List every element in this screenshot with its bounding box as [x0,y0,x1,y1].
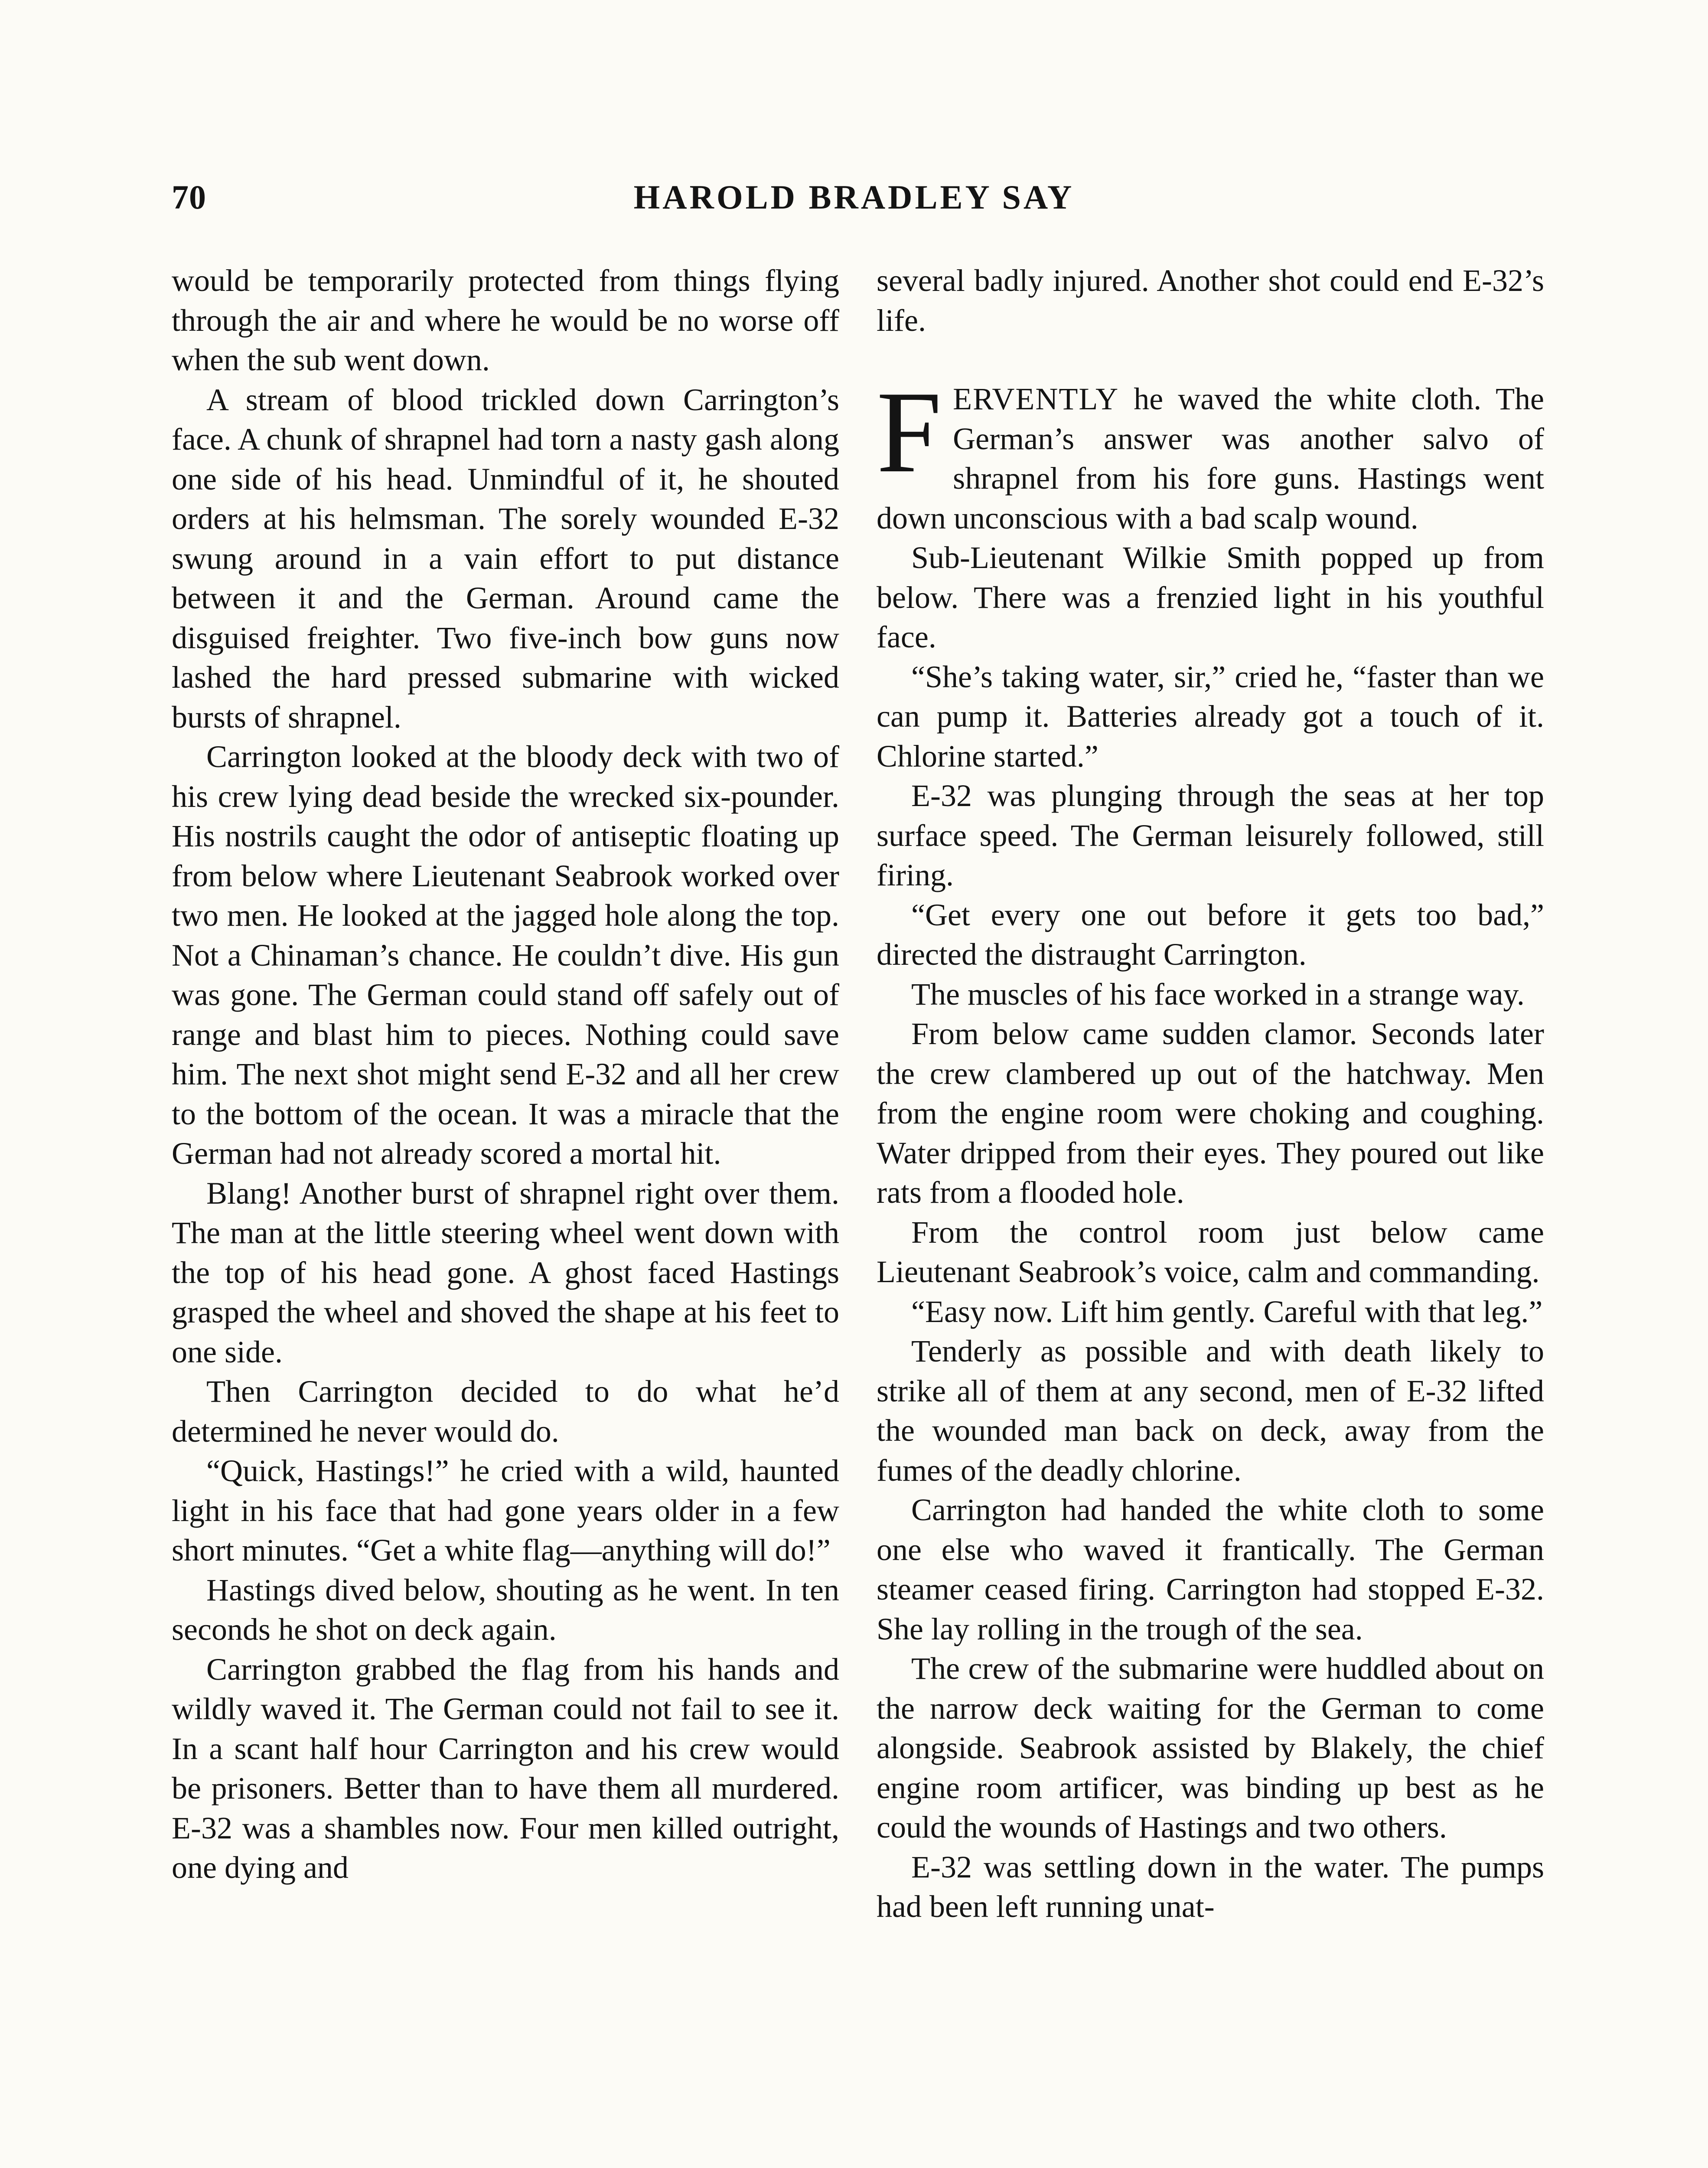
page-number: 70 [172,178,206,216]
running-head: HAROLD BRADLEY SAY [633,178,1075,216]
drop-cap: F [877,367,942,497]
paragraph: Sub-Lieutenant Wilkie Smith popped up from below. There was a frenzied light in his youthful face. [877,540,1544,654]
paragraph: Carrington had handed the white cloth to some one else who waved it frantically. The German steamer ceased firing. Carrington had stopped E-32. She lay rolling in the trough of the sea. [877,1492,1544,1646]
paragraph: E-32 was plunging through the seas at her top surface speed. The German leisurely followed, still firing. [877,778,1544,892]
paragraph: several badly injured. Another shot could end E-32’s life. [877,263,1544,338]
paragraph: “Quick, Hastings!” he cried with a wild, haunted light in his face that had gone years older in a few short minutes. “Get a white flag—anything will do!” [172,1453,839,1567]
paragraph: would be temporarily protected from things flying through the air and where he would be no worse off when the sub went down. [172,263,839,377]
paragraph: Blang! Another burst of shrapnel right over them. The man at the little steering wheel went down with the top of his head gone. A ghost faced Hastings grasped the wheel and shoved the shape at his feet to one side. [172,1175,839,1369]
paragraph-text: he waved the white cloth. The German’s answer was another salvo of shrapnel from his fore guns. Hastings went down unconscious with a bad scalp wound. [877,382,1544,535]
paragraph: Then Carrington decided to do what he’d determined he never would do. [172,1374,839,1449]
paragraph: A stream of blood trickled down Carrington’s face. A chunk of shrapnel had torn a nasty gash along one side of his head. Unmindful of it, he shouted orders at his helmsman. The sorely wounded E-32 swung around in a vain effort to put distance between it and the German. Around came the disguised freighter. Two five-inch bow guns now lashed the hard pressed submarine with wicked bursts of shrapnel. [172,382,839,735]
paragraph: Carrington grabbed the flag from his hands and wildly waved it. The German could not fail to see it. In a scant half hour Carrington and his crew would be prisoners. Better than to have them all murdered. E-32 was a shambles now. Four men killed outright, one dying and [172,1652,839,1885]
right-column [877,261,1544,1927]
paragraph: “Easy now. Lift him gently. Careful with that leg.” [911,1294,1543,1329]
paragraph: E-32 was settling down in the water. The pumps had been left running unat- [877,1849,1544,1924]
small-caps-lead: ERVENTLY [953,382,1119,416]
paragraph: The muscles of his face worked in a strange way. [911,976,1525,1012]
section-opening-paragraph [877,367,1544,538]
paragraph: “She’s taking water, sir,” cried he, “faster than we can pump it. Batteries already got a touch of it. Chlorine started.” [877,659,1544,774]
paragraph: Hastings dived below, shouting as he went. In ten seconds he shot on deck again. [172,1572,839,1647]
paragraph: From the control room just below came Lieutenant Seabrook’s voice, calm and commanding. [877,1215,1544,1289]
paragraph: From below came sudden clamor. Seconds later the crew clambered up out of the hatchway. Men from the engine room were choking and coughing. Water dripped from their eyes. They poured out like rats from a flooded hole. [877,1016,1544,1210]
paragraph: Carrington looked at the bloody deck with two of his crew lying dead beside the wrecked six-pounder. His nostrils caught the odor of antiseptic floating up from below where Lieutenant Seabrook worked over two men. He looked at the jagged hole along the top. Not a Chinaman’s chance. He couldn’t dive. His gun was gone. The German could stand off safely out of range and blast him to pieces. Nothing could save him. The next shot might send E-32 and all her crew to the bottom of the ocean. It was a miracle that the German had not already scored a mortal hit. [172,739,839,1171]
page-header [0,178,1708,225]
paragraph: Tenderly as possible and with death likely to strike all of them at any second, men of E-32 lifted the wounded man back on deck, away from the fumes of the deadly chlorine. [877,1334,1544,1488]
paragraph: “Get every one out before it gets too bad,” directed the distraught Carrington. [877,897,1544,972]
left-column [172,261,839,1888]
paragraph: The crew of the submarine were huddled about on the narrow deck waiting for the German to come alongside. Seabrook assisted by Blakely, the chief engine room artificer, was binding up best as he could the wounds of Hastings and two others. [877,1651,1544,1845]
